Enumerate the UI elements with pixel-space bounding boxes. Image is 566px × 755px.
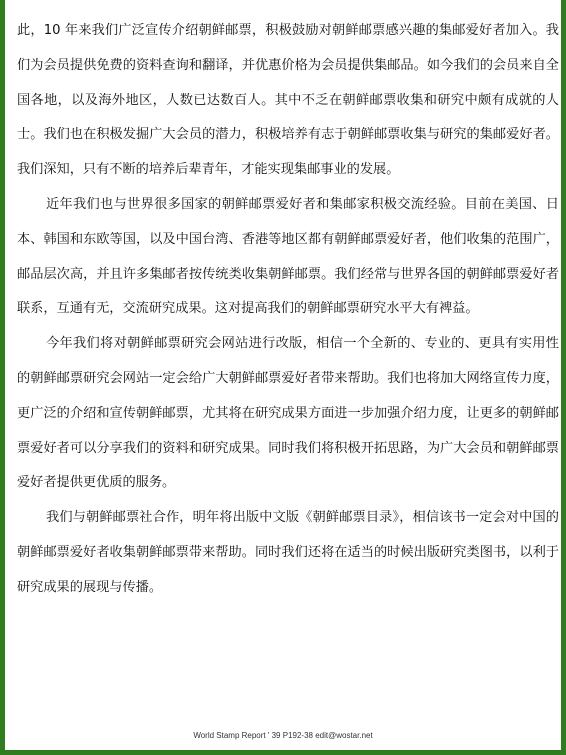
paragraph-continued: 此，10 年来我们广泛宣传介绍朝鲜邮票，积极鼓励对朝鲜邮票感兴趣的集邮爱好者加入。我们为会员提供免费的资料查询和翻译，并优惠价格为会员提供集邮品。如今我们的会员来自全国各地，以及海外地区，人数已达数百人。其中不乏在朝鲜邮票收集和研究中颇有成就的人士。我们也在积极发掘广大会员的潜力，积极培养有志于朝鲜邮票收集与研究的集邮爱好者。我们深知，只有不断的培养后辈青年，才能实现集邮事业的发展。: [17, 23, 559, 178]
page-footer: World Stamp Report ' 39 P192-38 edit@wostar.net: [193, 731, 373, 740]
paragraph-website-revamp: 今年我们将对朝鲜邮票研究会网站进行改版，相信一个全新的、专业的、更具有实用性的朝鲜邮票研究会网站一定会给广大朝鲜邮票爱好者带来帮助。我们也将加大网络宣传力度，更广泛的介绍和宣传朝鲜邮票，尤其将在研究成果方面进一步加强介绍力度，让更多的朝鲜邮票爱好者可以分享我们的资料和研究成果。同时我们将积极开拓思路，为广大会员和朝鲜邮票爱好者提供更优质的服务。: [17, 336, 559, 491]
article-body: [17, 14, 559, 606]
paragraph-international-exchange: 近年我们也与世界很多国家的朝鲜邮票爱好者和集邮家积极交流经验。目前在美国、日本、韩国和东欧等国，以及中国台湾、香港等地区都有朝鲜邮票爱好者，他们收集的范围广，邮品层次高，并且许多集邮者按传统类收集朝鲜邮票。我们经常与世界各国的朝鲜邮票爱好者联系，互通有无，交流研究成果。这对提高我们的朝鲜邮票研究水平大有裨益。: [17, 196, 559, 317]
paragraph-catalog-publication: 我们与朝鲜邮票社合作，明年将出版中文版《朝鲜邮票目录》，相信该书一定会对中国的朝鲜邮票爱好者收集朝鲜邮票带来帮助。同时我们还将在适当的时候出版研究类图书，以利于研究成果的展现与传播。: [17, 510, 559, 595]
